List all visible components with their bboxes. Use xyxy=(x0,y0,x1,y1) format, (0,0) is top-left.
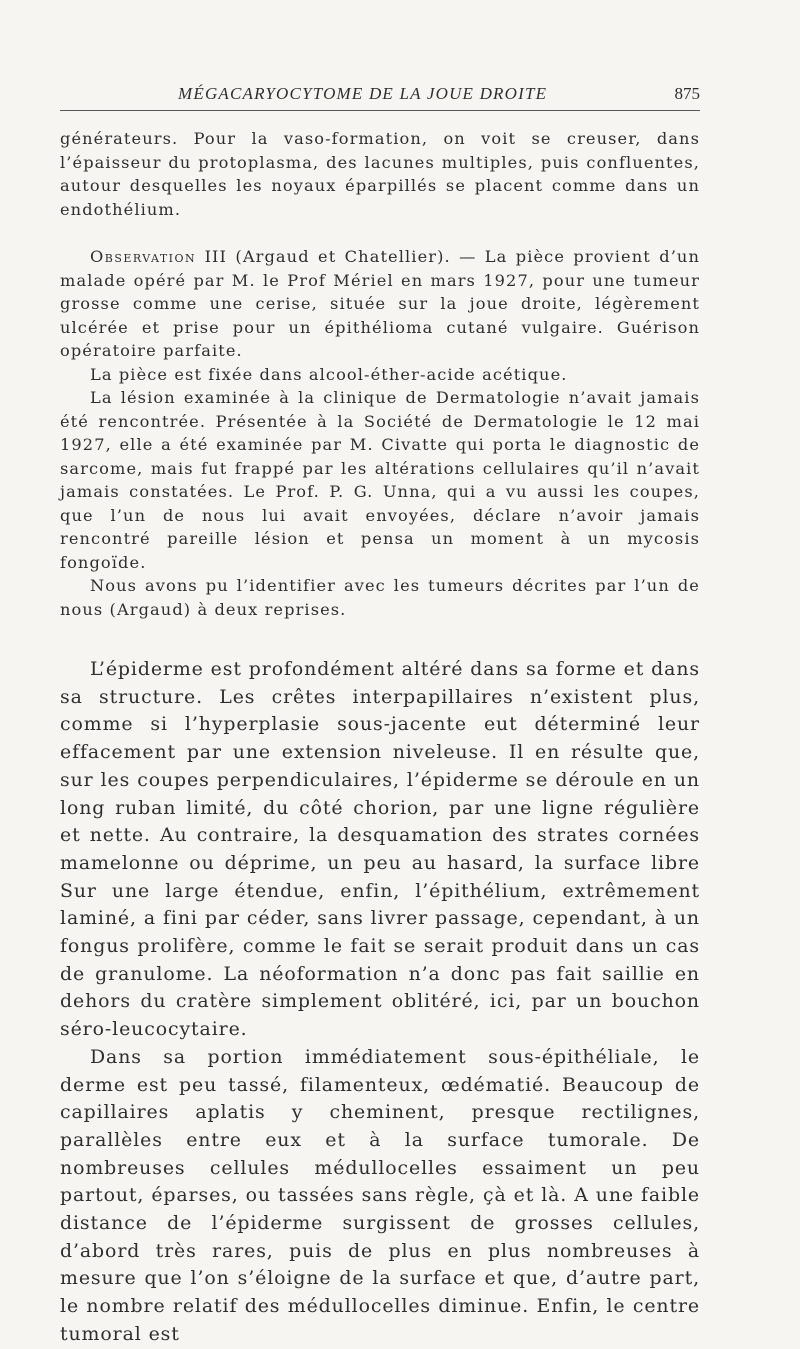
running-header xyxy=(60,78,700,108)
main-text-section xyxy=(60,656,700,1349)
book-page xyxy=(60,78,700,1349)
fixation-paragraph: La pièce est fixée dans alcool-éther-acide acétique. xyxy=(90,364,568,384)
derma-paragraph: Dans sa portion immédiatement sous-épithéliale, le derme est peu tassé, filamenteux, œdématié. Beaucoup de capillaires aplatis y cheminent, presque rectilignes, parallèles entre eux et à la surface tumorale. De nombreuses cellules médullocelles essaiment un peu partout, éparses, ou tassées sans règle, çà et là. A une faible distance de l’épiderme surgissent de grosses cellules, d’abord très rares, puis de plus en plus nombreuses à mesure que l’on s’éloigne de la surface et que, d’autre part, le nombre relatif des médullocelles diminue. Enfin, le centre tumoral est xyxy=(60,1045,700,1345)
paragraph-continuation: générateurs. Pour la vaso-formation, on voit se creuser, dans l’épaisseur du protoplasma, des lacunes multiples, puis confluentes, autour desquelles les noyaux éparpillés se placent comme dans un endothélium. xyxy=(60,129,700,219)
epidermis-paragraph: L’épiderme est profondément altéré dans sa forme et dans sa structure. Les crêtes interpapillaires n’existent plus, comme si l’hyperplasie sous-jacente eut déterminé leur effacement par une extension niveleuse. Il en résulte que, sur les coupes perpendiculaires, l’épiderme se déroule en un long ruban limité, du côté chorion, par une ligne régulière et nette. Au contraire, la desquamation des strates cornées mamelonne ou déprime, un peu au hasard, la surface libre Sur une large étendue, enfin, l’épithélium, extrêmement laminé, a fini par céder, sans livrer passage, cependant, à un fongus prolifère, comme le fait se serait produit dans un cas de granulome. La néoformation n’a donc pas fait saillie en dehors du cratère simplement oblitéré, ici, par un bouchon séro-leucocytaire. xyxy=(60,658,700,1041)
observation-body: III (Argaud et Chatellier). — La pièce provient d’un malade opéré par M. le Prof Mériel en mars 1927, pour une tumeur grosse comme une cerise, située sur la joue droite, légèrement ulcérée et prise pour un épithélioma cutané vulgaire. Guérison opératoire parfaite. xyxy=(60,247,700,360)
header-rule xyxy=(60,110,700,111)
observation-label: Observation xyxy=(90,247,197,266)
page-number: 875 xyxy=(674,84,700,103)
clinical-paragraph: La lésion examinée à la clinique de Dermatologie n’avait jamais été rencontrée. Présentée à la Société de Dermatologie le 12 mai 1927, elle a été examinée par M. Civatte qui porta le diagnostic de sarcome, mais fut frappé par les altérations cellulaires qu’il n’avait jamais constatées. Le Prof. P. G. Unna, qui a vu aussi les coupes, que l’un de nous lui avait envoyées, déclare n’avoir jamais rencontré pareille lésion et pensa un moment à un mycosis fongoïde. xyxy=(60,388,700,572)
identification-paragraph: Nous avons pu l’identifier avec les tumeurs décrites par l’un de nous (Argaud) à deux reprises. xyxy=(60,576,700,619)
observation-paragraph xyxy=(60,245,700,363)
small-print-section xyxy=(60,127,700,621)
running-title: MÉGACARYOCYTOME DE LA JOUE DROITE xyxy=(178,84,548,103)
